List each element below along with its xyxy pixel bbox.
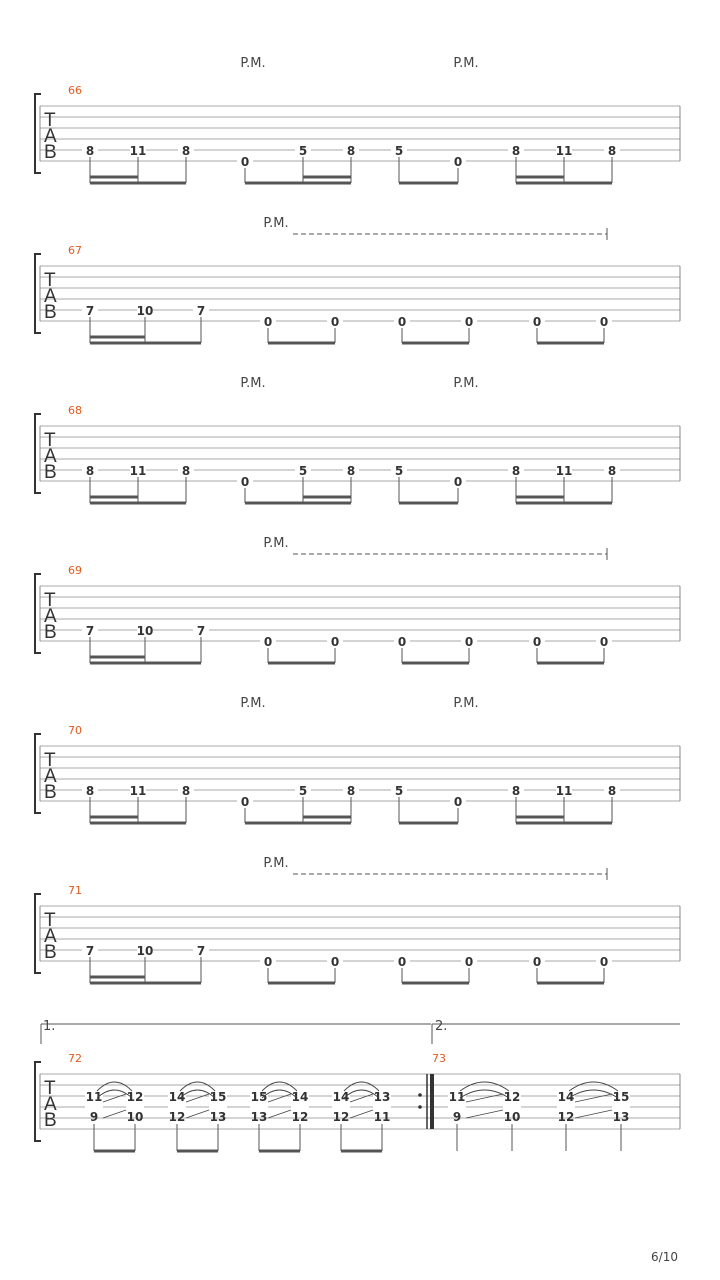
slide-line — [268, 1094, 291, 1102]
fret-number: 13 — [612, 1110, 630, 1124]
fret-number: 0 — [453, 475, 463, 489]
fret-number: 12 — [291, 1110, 309, 1124]
fret-number: 0 — [532, 955, 542, 969]
fret-number: 8 — [511, 144, 521, 158]
measure-number: 68 — [68, 404, 82, 417]
fret-number: 0 — [263, 315, 273, 329]
fret-number: 0 — [599, 315, 609, 329]
tab-clef-letter: B — [44, 142, 57, 163]
palm-mute-label: P.M. — [453, 376, 479, 391]
fret-number: 0 — [240, 155, 250, 169]
fret-number: 7 — [196, 624, 206, 638]
palm-mute-label: P.M. — [240, 56, 266, 71]
fret-number: 0 — [397, 635, 407, 649]
fret-number: 0 — [240, 475, 250, 489]
palm-mute-label: P.M. — [263, 856, 289, 871]
tab-clef-letter: T — [44, 270, 56, 291]
fret-number: 14 — [557, 1090, 575, 1104]
fret-number: 5 — [394, 464, 404, 478]
slide-line — [103, 1110, 126, 1118]
fret-number: 8 — [607, 784, 617, 798]
fret-number: 8 — [346, 784, 356, 798]
fret-number: 5 — [298, 464, 308, 478]
tab-clef-letter: A — [44, 126, 57, 147]
volta-1-label: 1. — [43, 1019, 56, 1034]
slide-line — [350, 1110, 373, 1118]
fret-number: 8 — [181, 464, 191, 478]
fret-number: 12 — [126, 1090, 144, 1104]
tab-clef-letter: T — [44, 910, 56, 931]
fret-number: 7 — [85, 624, 95, 638]
palm-mute-label: P.M. — [453, 696, 479, 711]
fret-number: 10 — [136, 304, 154, 318]
tab-clef-letter: A — [44, 446, 57, 467]
page-number: 6/10 — [651, 1250, 678, 1264]
fret-number: 12 — [332, 1110, 350, 1124]
fret-number: 13 — [373, 1090, 391, 1104]
fret-number: 8 — [346, 464, 356, 478]
tab-clef-letter: B — [44, 782, 57, 803]
fret-number: 11 — [129, 144, 147, 158]
fret-number: 11 — [373, 1110, 391, 1124]
volta-2-label: 2. — [435, 1019, 448, 1034]
tab-clef-letter: A — [44, 286, 57, 307]
measure-number: 72 — [68, 1052, 82, 1065]
slide-line — [350, 1094, 373, 1102]
fret-number: 15 — [209, 1090, 227, 1104]
tab-clef-letter: B — [44, 622, 57, 643]
palm-mute-label: P.M. — [263, 216, 289, 231]
fret-number: 0 — [330, 635, 340, 649]
fret-number: 0 — [240, 795, 250, 809]
fret-number: 11 — [129, 464, 147, 478]
fret-number: 0 — [330, 315, 340, 329]
tab-clef-letter: A — [44, 606, 57, 627]
fret-number: 7 — [196, 944, 206, 958]
fret-number: 12 — [557, 1110, 575, 1124]
fret-number: 0 — [453, 155, 463, 169]
fret-number: 10 — [136, 624, 154, 638]
fret-number: 12 — [503, 1090, 521, 1104]
fret-number: 14 — [168, 1090, 186, 1104]
measure-number: 69 — [68, 564, 82, 577]
slide-line — [466, 1094, 503, 1102]
fret-number: 10 — [136, 944, 154, 958]
tie-arc — [569, 1090, 618, 1098]
fret-number: 11 — [555, 784, 573, 798]
fret-number: 8 — [181, 784, 191, 798]
fret-number: 0 — [532, 635, 542, 649]
fret-number: 0 — [532, 315, 542, 329]
tab-clef-letter: T — [44, 1078, 56, 1099]
fret-number: 7 — [85, 304, 95, 318]
slide-line — [466, 1110, 503, 1118]
tab-clef-letter: T — [44, 110, 56, 131]
repeat-dot — [418, 1105, 422, 1109]
fret-number: 11 — [129, 784, 147, 798]
fret-number: 11 — [85, 1090, 103, 1104]
tab-clef-letter: A — [44, 926, 57, 947]
fret-number: 5 — [298, 784, 308, 798]
tab-clef-letter: B — [44, 942, 57, 963]
fret-number: 7 — [196, 304, 206, 318]
fret-number: 13 — [209, 1110, 227, 1124]
fret-number: 13 — [250, 1110, 268, 1124]
fret-number: 8 — [511, 464, 521, 478]
fret-number: 0 — [263, 955, 273, 969]
slide-line — [186, 1110, 209, 1118]
fret-number: 0 — [397, 955, 407, 969]
tab-clef-letter: B — [44, 302, 57, 323]
palm-mute-label: P.M. — [240, 696, 266, 711]
fret-number: 14 — [332, 1090, 350, 1104]
fret-number: 12 — [168, 1110, 186, 1124]
palm-mute-label: P.M. — [263, 536, 289, 551]
repeat-dot — [418, 1093, 422, 1097]
fret-number: 8 — [511, 784, 521, 798]
tab-clef-letter: T — [44, 590, 56, 611]
fret-number: 8 — [181, 144, 191, 158]
fret-number: 7 — [85, 944, 95, 958]
fret-number: 8 — [346, 144, 356, 158]
fret-number: 8 — [85, 784, 95, 798]
fret-number: 10 — [503, 1110, 521, 1124]
fret-number: 0 — [599, 635, 609, 649]
fret-number: 15 — [612, 1090, 630, 1104]
tab-clef-letter: A — [44, 1094, 57, 1115]
fret-number: 8 — [607, 464, 617, 478]
fret-number: 15 — [250, 1090, 268, 1104]
palm-mute-label: P.M. — [453, 56, 479, 71]
tie-arc — [460, 1090, 509, 1098]
slide-line — [268, 1110, 291, 1118]
measure-number: 70 — [68, 724, 82, 737]
tab-clef-letter: T — [44, 750, 56, 771]
slide-line — [103, 1094, 126, 1102]
fret-number: 0 — [330, 955, 340, 969]
tab-clef-letter: A — [44, 766, 57, 787]
slide-line — [186, 1094, 209, 1102]
fret-number: 11 — [448, 1090, 466, 1104]
slide-line — [575, 1110, 612, 1118]
slide-line — [575, 1094, 612, 1102]
fret-number: 5 — [298, 144, 308, 158]
fret-number: 9 — [452, 1110, 462, 1124]
fret-number: 5 — [394, 144, 404, 158]
measure-number: 67 — [68, 244, 82, 257]
fret-number: 9 — [89, 1110, 99, 1124]
fret-number: 8 — [85, 144, 95, 158]
fret-number: 0 — [397, 315, 407, 329]
fret-number: 0 — [599, 955, 609, 969]
fret-number: 14 — [291, 1090, 309, 1104]
fret-number: 5 — [394, 784, 404, 798]
fret-number: 10 — [126, 1110, 144, 1124]
measure-number: 73 — [432, 1052, 446, 1065]
tab-clef-letter: B — [44, 462, 57, 483]
measure-number: 71 — [68, 884, 82, 897]
fret-number: 0 — [464, 955, 474, 969]
fret-number: 0 — [453, 795, 463, 809]
fret-number: 0 — [464, 635, 474, 649]
tab-clef-letter: T — [44, 430, 56, 451]
measure-number: 66 — [68, 84, 82, 97]
tab-clef-letter: B — [44, 1110, 57, 1131]
fret-number: 8 — [607, 144, 617, 158]
fret-number: 11 — [555, 144, 573, 158]
fret-number: 11 — [555, 464, 573, 478]
fret-number: 0 — [464, 315, 474, 329]
fret-number: 8 — [85, 464, 95, 478]
palm-mute-label: P.M. — [240, 376, 266, 391]
fret-number: 0 — [263, 635, 273, 649]
